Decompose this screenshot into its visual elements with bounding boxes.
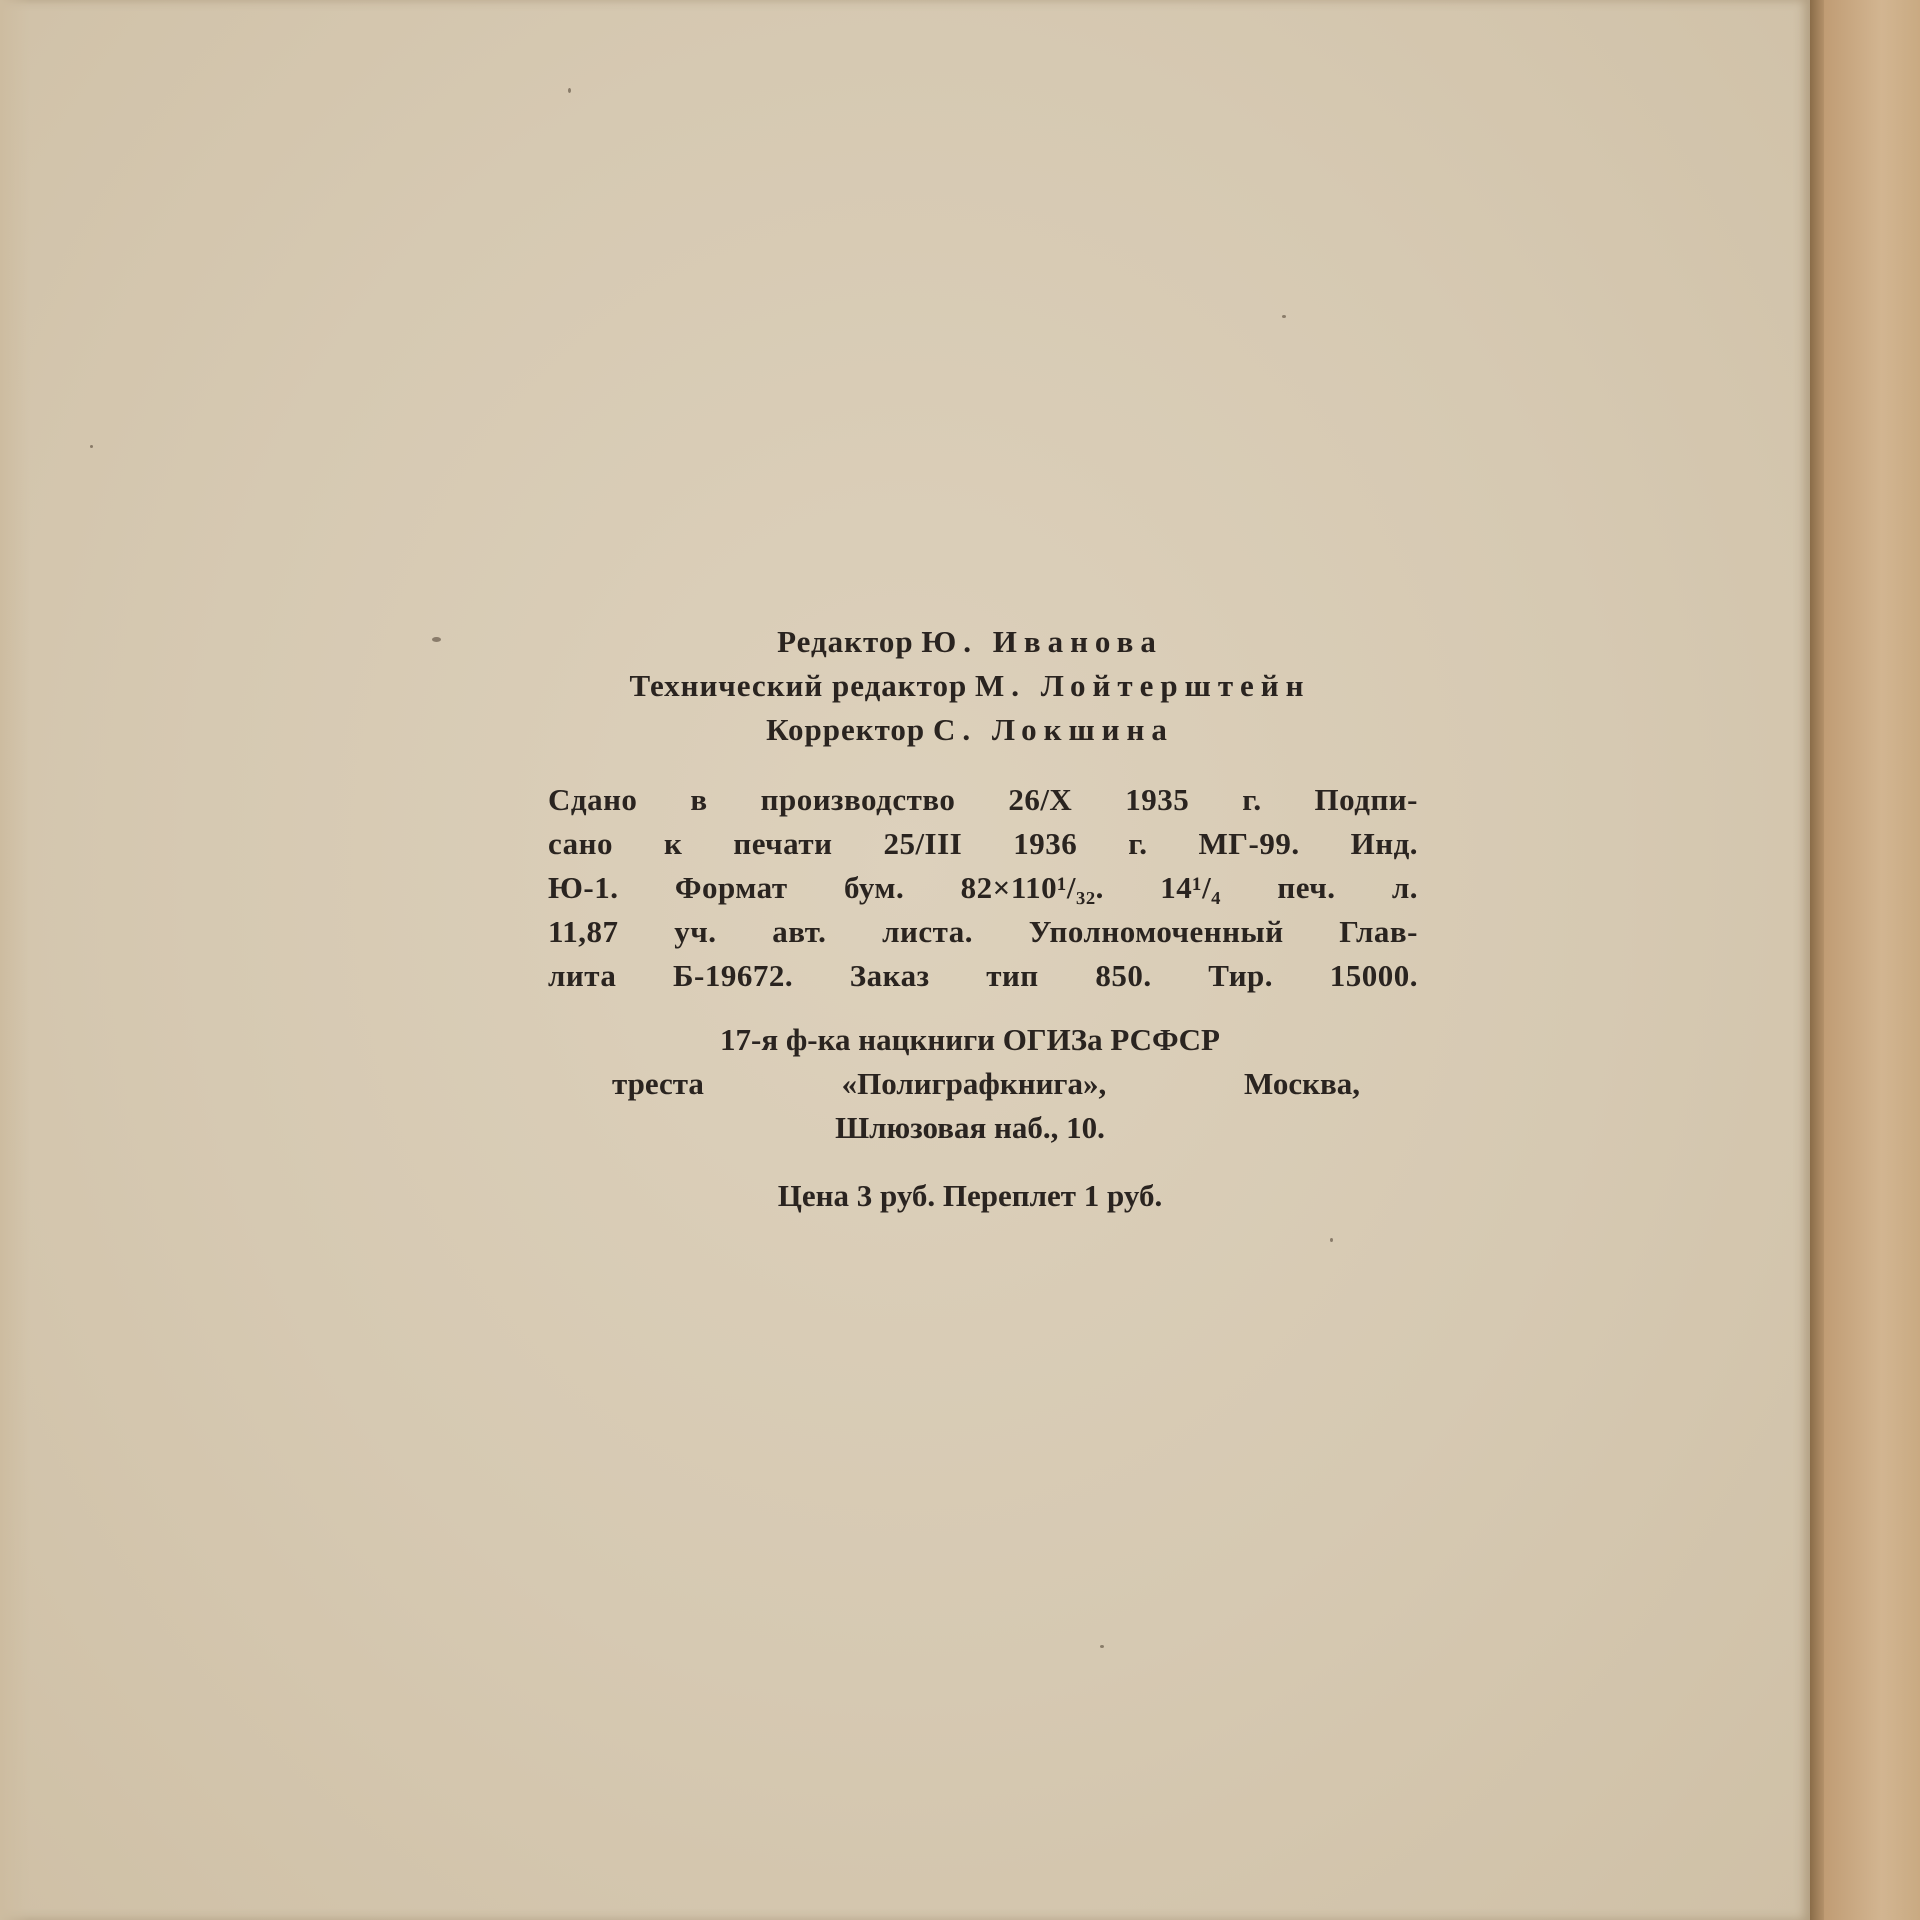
credit-line-editor xyxy=(500,620,1440,664)
ink-speck xyxy=(568,88,571,93)
adjacent-page-edge xyxy=(1824,0,1920,1920)
ink-speck xyxy=(1100,1645,1104,1648)
book-gutter xyxy=(1810,0,1824,1920)
printer-line: 17-я ф-ка нацкниги ОГИЗа РСФСР xyxy=(720,1022,1220,1057)
ink-speck xyxy=(90,445,93,448)
credit-line-proofreader xyxy=(500,708,1440,752)
credit-line-technical-editor xyxy=(500,664,1440,708)
ink-speck xyxy=(432,637,441,642)
production-details xyxy=(500,778,1440,998)
printer-line: треста «Полиграфкнига», Москва, xyxy=(612,1066,1360,1101)
price-line: Цена 3 руб. Переплет 1 руб. xyxy=(777,1178,1163,1213)
credits-section xyxy=(500,620,1440,752)
production-line: 11,87 уч. авт. листа. Уполномоченный Глав- xyxy=(548,914,1418,949)
price-section xyxy=(500,1174,1440,1218)
production-line: Сдано в производство 26/X 1935 г. Подпи- xyxy=(548,782,1418,817)
production-line: лита Б-19672. Заказ тип 850. Тир. 15000. xyxy=(548,958,1418,993)
ink-speck xyxy=(1330,1238,1333,1242)
printer-details xyxy=(500,1018,1440,1150)
ink-speck xyxy=(1282,315,1286,318)
credit-role: Редактор xyxy=(777,624,914,659)
credit-name: С. Локшина xyxy=(932,712,1174,747)
imprint-block xyxy=(500,620,1440,1218)
credit-role: Корректор xyxy=(766,712,926,747)
production-line: сано к печати 25/III 1936 г. МГ-99. Инд. xyxy=(548,826,1418,861)
printer-line: Шлюзовая наб., 10. xyxy=(835,1110,1105,1145)
credit-name: М. Лойтерштейн xyxy=(974,668,1311,703)
credit-name: Ю. Иванова xyxy=(921,624,1163,659)
production-line: Ю-1. Формат бум. 82×110¹/₃₂. 14¹/₄ печ. л. xyxy=(548,870,1418,905)
credit-role: Технический редактор xyxy=(629,668,968,703)
